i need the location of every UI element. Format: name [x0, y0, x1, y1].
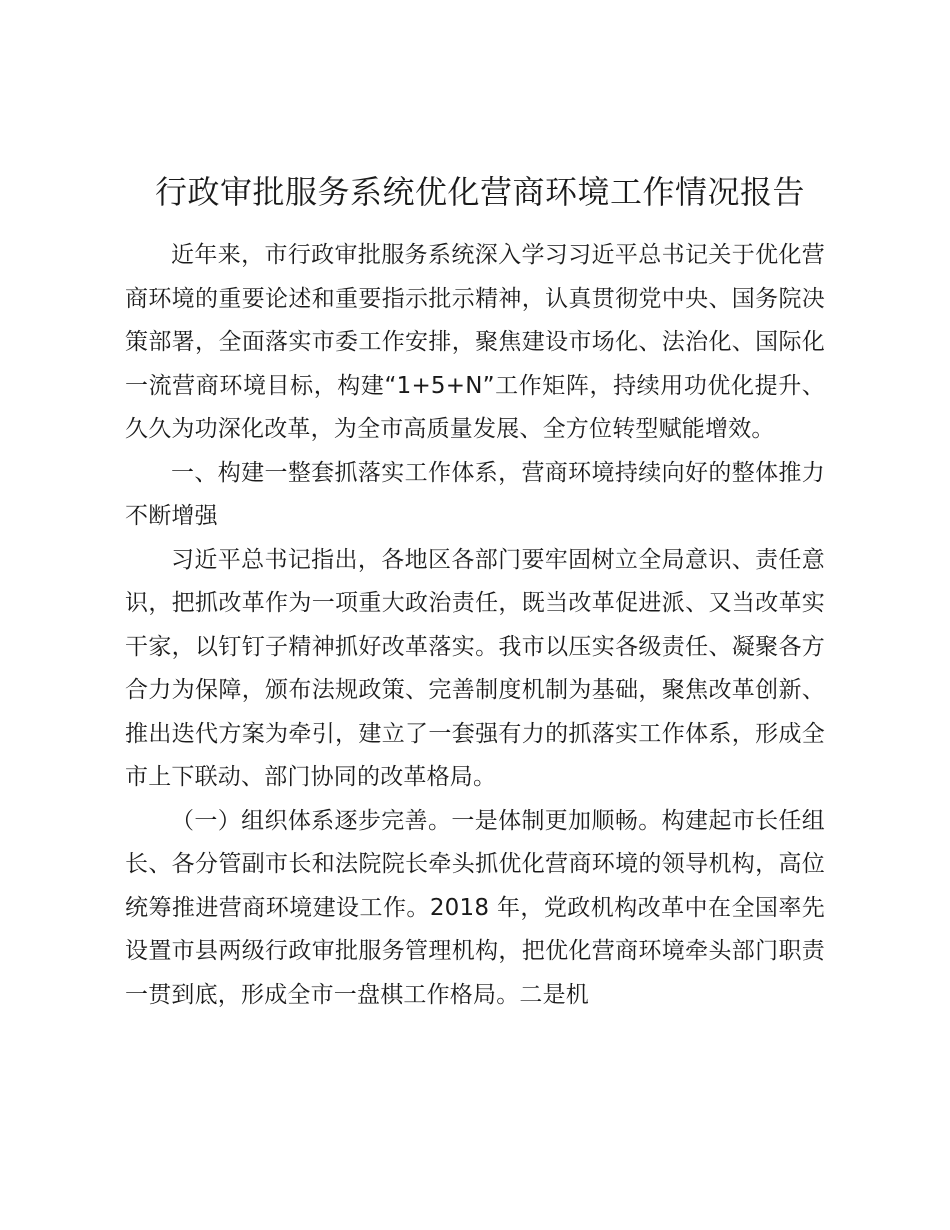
document-body	[125, 234, 825, 1017]
paragraph-subsection-1: （一）组织体系逐步完善。一是体制更加顺畅。构建起市长任组长、各分管副市长和法院院长牵头抓优化营商环境的领导机构，高位统筹推进营商环境建设工作。2018 年，党政机构改革中在全国率先设置市县两级行政审批服务管理机构，把优化营商环境牵头部门职责一贯到底，形成全市一盘棋工作格局。二是机	[125, 807, 825, 1008]
paragraph-intro: 近年来，市行政审批服务系统深入学习习近平总书记关于优化营商环境的重要论述和重要指示批示精神，认真贯彻党中央、国务院决策部署，全面落实市委工作安排，聚焦建设市场化、法治化、国际化一流营商环境目标，构建“1+5+N”工作矩阵，持续用功优化提升、久久为功深化改革，为全市高质量发展、全方位转型赋能增效。	[125, 242, 825, 442]
paragraph-section-1: 习近平总书记指出，各地区各部门要牢固树立全局意识、责任意识，把抓改革作为一项重大政治责任，既当改革促进派、又当改革实干家，以钉钉子精神抓好改革落实。我市以压实各级责任、凝聚各方合力为保障，颁布法规政策、完善制度机制为基础，聚焦改革创新、推出迭代方案为牵引，建立了一套强有力的抓落实工作体系，形成全市上下联动、部门协同的改革格局。	[125, 546, 825, 790]
document-title: 行政审批服务系统优化营商环境工作情况报告	[154, 173, 805, 211]
section-heading-1: 一、构建一整套抓落实工作体系，营商环境持续向好的整体推力不断增强	[125, 459, 825, 529]
